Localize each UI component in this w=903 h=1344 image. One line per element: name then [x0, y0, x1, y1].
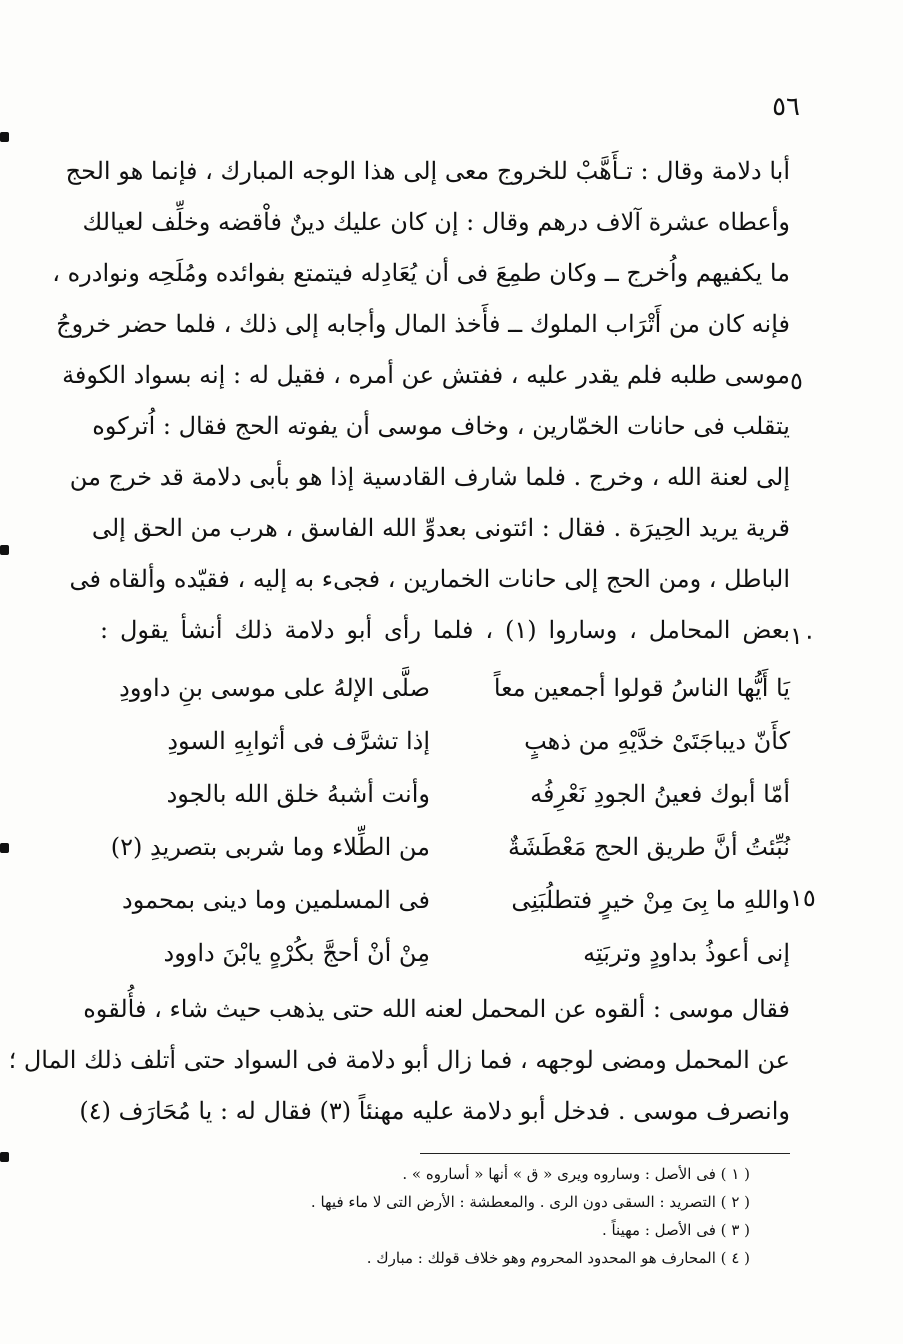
verse-line [100, 874, 790, 927]
verse-second-hemistich: مِنْ أنْ أحجَّ بكُرْهٍ يابْنَ داوود [163, 939, 430, 967]
margin-mark [0, 843, 9, 853]
verse-second-hemistich: صلَّى الإلهُ على موسى بنِ داوودِ [119, 674, 430, 702]
verse-first-hemistich: أمّا أبوك فعينُ الجودِ نَعْرِفُه [530, 780, 790, 808]
margin-mark [0, 132, 9, 142]
margin-mark [0, 545, 9, 555]
verse-second-hemistich: فى المسلمين وما دينى بمحمود [122, 886, 430, 914]
prose-line: موسى طلبه فلم يقدر عليه ، ففتش عن أمره ، فقيل له : إنه بسواد الكوفة [62, 361, 790, 389]
prose-line: أبا دلامة وقال : تـأَهَّبْ للخروج معى إلى هذا الوجه المبارك ، فإنما هو الحج [65, 157, 790, 185]
verse-first-hemistich: إنى أعوذُ بداودٍ وتربَتِه [583, 939, 790, 967]
footnote: ( ٣ ) فى الأصل : مهيناً . [601, 1221, 750, 1239]
prose-line: قرية يريد الحِيرَة . فقال : ائتونى بعدوِّ الله الفاسق ، هرب من الحق إلى [91, 514, 790, 542]
verse-line [100, 927, 790, 980]
verse-first-hemistich: كأَنّ ديباجَتَىْ خدَّيْهِ من ذهبٍ [524, 727, 790, 755]
footnote: ( ١ ) فى الأصل : وساروه ويرى « ق » أنها « أساروه » . [402, 1165, 750, 1183]
line-number: ١٥ [790, 884, 816, 912]
prose-line: الباطل ، ومن الحج إلى حانات الخمارين ، فجىء به إليه ، فقيّده وألقاه فى [69, 565, 790, 593]
prose-line: فقال موسى : ألقوه عن المحمل لعنه الله حتى يذهب حيث شاء ، فأُلقوه [83, 995, 790, 1023]
prose-line: بعض المحامل ، وساروا (١) ، فلما رأى أبو دلامة ذلك أنشأ يقول : [100, 616, 790, 644]
prose-line: وانصرف موسى . فدخل أبو دلامة عليه مهنئاً (٣) فقال له : يا مُحَارَف (٤) [79, 1097, 790, 1125]
prose-line: إلى لعنة الله ، وخرج . فلما شارف القادسية إذا هو بأبى دلامة قد خرج من [69, 463, 790, 491]
prose-line: عن المحمل ومضى لوجهه ، فما زال أبو دلامة فى السواد حتى أتلف ذلك المال ؛ [8, 1046, 790, 1074]
page-number: ٥٦ [772, 92, 800, 122]
verse-second-hemistich: من الطِّلاء وما شربى بتصريدِ (٢) [110, 833, 430, 861]
footnote: ( ٤ ) المحارف هو المحدود المحروم وهو خلاف قولك : مبارك . [366, 1249, 750, 1267]
footnotes [300, 1160, 750, 1272]
verse-first-hemistich: نُبِّئتُ أنَّ طريق الحج مَعْطَشَةٌ [508, 833, 790, 861]
margin-mark [0, 1152, 9, 1162]
verse-second-hemistich: وأنت أشبهُ خلق الله بالجود [166, 780, 430, 808]
line-number: ٥ [790, 367, 803, 395]
verse-line [100, 662, 790, 715]
verse-first-hemistich: يَا أَيُّها الناسُ قولوا أجمعين معاً [493, 674, 790, 702]
prose-line: وأعطاه عشرة آلاف درهم وقال : إن كان عليك دينٌ فاْقضه وخلِّف لعيالك [82, 208, 790, 236]
footnote: ( ٢ ) التصريد : السقى دون الرى . والمعطشة : الأرض التى لا ماء فيها . [310, 1193, 750, 1211]
prose-line: فإنه كان من أَتْرَاب الملوك ــ فأَخذ المال وأجابه إلى ذلك ، فلما حضر خروجُ [56, 310, 790, 338]
verse-second-hemistich: إذا تشرَّف فى أثوابِهِ السودِ [167, 727, 430, 755]
verse-first-hemistich: واللهِ ما بِىَ مِنْ خيرٍ فتطلُبَنِى [511, 886, 790, 914]
line-number: ١٠ [790, 622, 816, 650]
verse-line [100, 821, 790, 874]
footnote-separator [420, 1153, 790, 1154]
verse-line [100, 768, 790, 821]
verse-line [100, 715, 790, 768]
main-text [8, 146, 790, 1137]
poem [100, 662, 790, 980]
prose-line: يتقلب فى حانات الخمّارين ، وخاف موسى أن يفوته الحج فقال : اُتركوه [92, 412, 790, 440]
prose-line: ما يكفيهم واُخرج ــ وكان طمِعَ فى أن يُعَادِله فيتمتع بفوائده ومُلَحِه ونوادره ، [52, 259, 790, 287]
